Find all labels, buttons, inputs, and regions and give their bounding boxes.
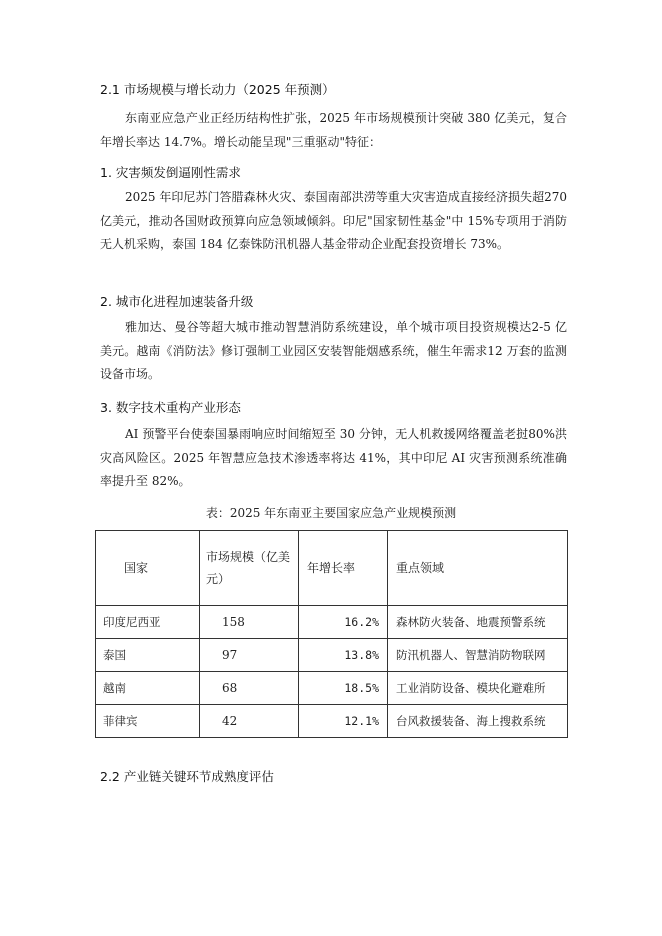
cell-country: 泰国 bbox=[96, 639, 200, 672]
cell-country: 菲律宾 bbox=[96, 705, 200, 738]
table-header-row bbox=[96, 531, 568, 606]
cell-country: 印度尼西亚 bbox=[96, 606, 200, 639]
market-size-table bbox=[95, 530, 568, 738]
table-row bbox=[96, 639, 568, 672]
header-market-size: 市场规模（亿美元） bbox=[200, 531, 299, 606]
table-row bbox=[96, 606, 568, 639]
section-intro-paragraph: 东南亚应急产业正经历结构性扩张，2025 年市场规模预计突破 380 亿美元，复合年增长率达 14.7%。增长动能呈现"三重驱动"特征： bbox=[100, 111, 567, 149]
table-caption: 表：2025 年东南亚主要国家应急产业规模预测 bbox=[205, 506, 457, 520]
section-heading-2-1: 2.1 市场规模与增长动力（2025 年预测） bbox=[100, 82, 335, 97]
cell-country: 越南 bbox=[96, 672, 200, 705]
cell-market-size: 42 bbox=[200, 705, 299, 738]
cell-growth-rate: 12.1% bbox=[299, 705, 388, 738]
driver-heading-2: 2. 城市化进程加速装备升级 bbox=[100, 294, 254, 309]
cell-focus-areas: 工业消防设备、模块化避难所 bbox=[388, 672, 568, 705]
driver-paragraph-2: 雅加达、曼谷等超大城市推动智慧消防系统建设，单个城市项目投资规模达2-5 亿美元。越南《消防法》修订强制工业园区安装智能烟感系统，催生年需求12 万套的监测设备市场。 bbox=[100, 320, 567, 381]
cell-market-size: 158 bbox=[200, 606, 299, 639]
cell-growth-rate: 16.2% bbox=[299, 606, 388, 639]
table-row bbox=[96, 705, 568, 738]
cell-focus-areas: 台风救援装备、海上搜救系统 bbox=[388, 705, 568, 738]
table-row bbox=[96, 672, 568, 705]
driver-paragraph-3: AI 预警平台使泰国暴雨响应时间缩短至 30 分钟，无人机救援网络覆盖老挝80%洪灾高风险区。2025 年智慧应急技术渗透率将达 41%，其中印尼 AI 灾害预测系统准确率提升至 82%。 bbox=[100, 427, 567, 488]
cell-market-size: 97 bbox=[200, 639, 299, 672]
cell-market-size: 68 bbox=[200, 672, 299, 705]
cell-growth-rate: 18.5% bbox=[299, 672, 388, 705]
header-growth-rate: 年增长率 bbox=[299, 531, 388, 606]
section-heading-2-2: 2.2 产业链关键环节成熟度评估 bbox=[100, 769, 274, 784]
cell-focus-areas: 防汛机器人、智慧消防物联网 bbox=[388, 639, 568, 672]
cell-focus-areas: 森林防火装备、地震预警系统 bbox=[388, 606, 568, 639]
driver-paragraph-1: 2025 年印尼苏门答腊森林火灾、泰国南部洪涝等重大灾害造成直接经济损失超270 亿美元，推动各国财政预算向应急领域倾斜。印尼"国家韧性基金"中 15%专项用于消防无人机采购，泰国 184 亿泰铢防汛机器人基金带动企业配套投资增长 73%。 bbox=[100, 190, 567, 251]
header-focus-areas: 重点领域 bbox=[388, 531, 568, 606]
header-country: 国家 bbox=[96, 531, 200, 606]
driver-heading-3: 3. 数字技术重构产业形态 bbox=[100, 400, 241, 415]
cell-growth-rate: 13.8% bbox=[299, 639, 388, 672]
driver-heading-1: 1. 灾害频发倒逼刚性需求 bbox=[100, 165, 241, 180]
